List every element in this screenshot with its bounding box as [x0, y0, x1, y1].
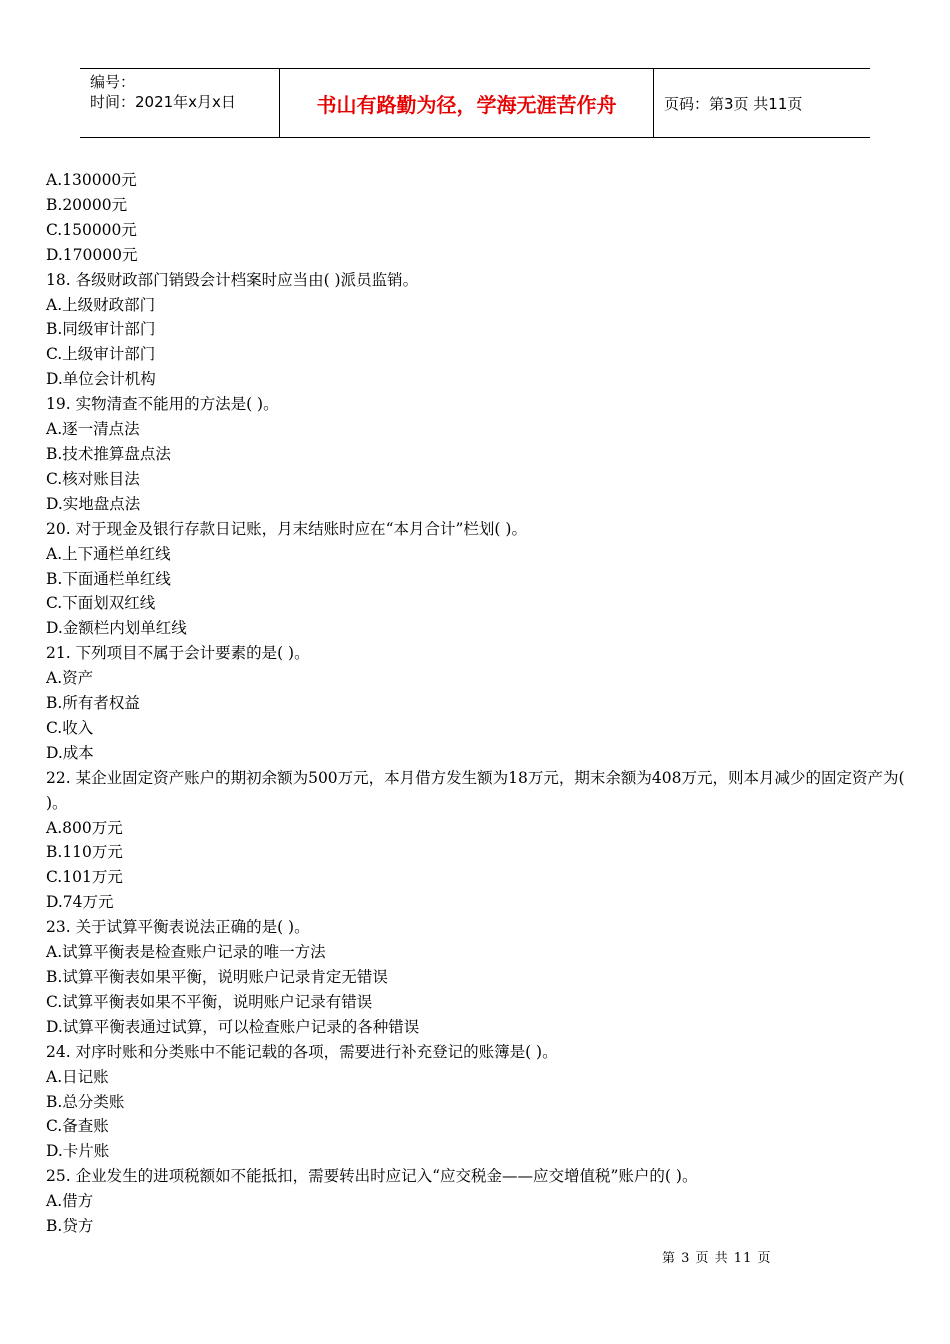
option-line: B.同级审计部门	[46, 320, 156, 339]
option-line: B.试算平衡表如果平衡，说明账户记录肯定无错误	[46, 968, 388, 986]
question-23: 23. 关于试算平衡表说法正确的是( )。	[46, 918, 310, 937]
option-line: A.试算平衡表是检查账户记录的唯一方法	[46, 943, 326, 962]
option-line: B.技术推算盘点法	[46, 444, 171, 463]
question-18: 18. 各级财政部门销毁会计档案时应当由( )派员监销。	[46, 270, 419, 289]
document-number-label: 编号：	[90, 73, 136, 91]
document-date: 时间：2021年x月x日	[90, 93, 236, 111]
page-header	[80, 68, 870, 138]
option-line: D.实地盘点法	[46, 494, 141, 513]
header-page-info: 页码：第3页 共11页	[664, 94, 803, 113]
option-line: A.借方	[46, 1192, 94, 1211]
option-line: C.备查账	[46, 1117, 109, 1136]
option-line: A.逐一清点法	[46, 420, 140, 439]
option-line: B.贷方	[46, 1217, 94, 1236]
option-line: D.卡片账	[46, 1142, 110, 1161]
header-info-cell	[80, 69, 280, 137]
question-21: 21. 下列项目不属于会计要素的是( )。	[46, 644, 310, 663]
option-line: B.20000元	[46, 195, 128, 214]
option-line: D.170000元	[46, 245, 138, 264]
header-motto: 书山有路勤为径，学海无涯苦作舟	[280, 69, 654, 137]
option-line: A.上级财政部门	[46, 295, 156, 314]
option-line: B.110万元	[46, 843, 123, 862]
option-line: D.单位会计机构	[46, 370, 156, 389]
option-line: B.下面通栏单红线	[46, 569, 171, 588]
question-20: 20. 对于现金及银行存款日记账，月末结账时应在“本月合计”栏划( )。	[46, 519, 527, 538]
option-line: C.收入	[46, 718, 94, 737]
option-line: D.成本	[46, 743, 94, 762]
option-line: C.试算平衡表如果不平衡，说明账户记录有错误	[46, 992, 373, 1011]
option-line: C.上级审计部门	[46, 345, 156, 364]
option-line: D.试算平衡表通过试算，可以检查账户记录的各种错误	[46, 1017, 420, 1036]
option-line: B.所有者权益	[46, 694, 140, 713]
question-22: 22. 某企业固定资产账户的期初余额为500万元，本月借方发生额为18万元，期末余额为408万元，则本月减少的固定资产为( )。	[46, 768, 905, 812]
option-line: C.101万元	[46, 868, 123, 887]
question-19: 19. 实物清查不能用的方法是( )。	[46, 395, 279, 414]
question-24: 24. 对序时账和分类账中不能记载的各项，需要进行补充登记的账簿是( )。	[46, 1042, 558, 1061]
option-line: C.下面划双红线	[46, 594, 156, 613]
option-line: D.74万元	[46, 893, 114, 912]
option-line: A.130000元	[46, 171, 137, 189]
option-line: D.金额栏内划单红线	[46, 619, 187, 638]
option-line: C.150000元	[46, 220, 137, 239]
option-line: A.上下通栏单红线	[46, 544, 171, 563]
option-line: B.总分类账	[46, 1092, 125, 1111]
question-25: 25. 企业发生的进项税额如不能抵扣，需要转出时应记入“应交税金——应交增值税”账户的( )。	[46, 1167, 698, 1186]
option-line: A.日记账	[46, 1067, 109, 1086]
option-line: C.核对账目法	[46, 469, 140, 488]
option-line: A.800万元	[46, 818, 123, 837]
option-line: A.资产	[46, 669, 94, 688]
page-footer: 第 3 页 共 11 页	[662, 1251, 772, 1266]
question-list	[46, 168, 908, 1239]
